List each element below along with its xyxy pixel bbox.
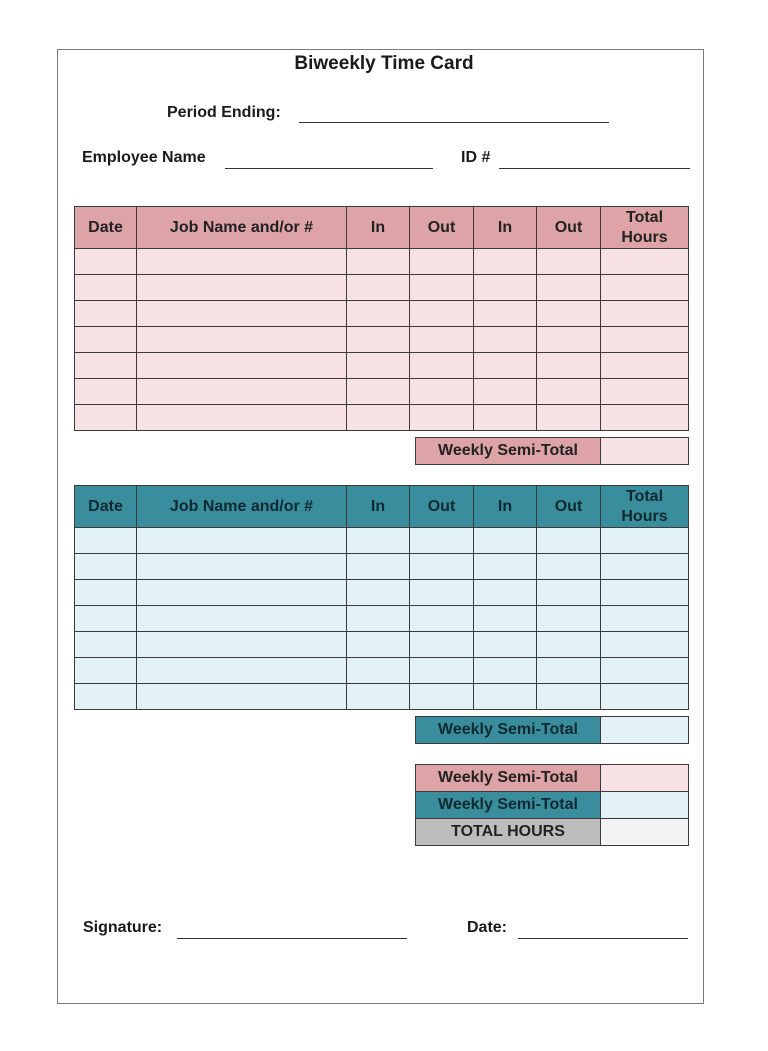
table-row — [75, 327, 689, 353]
table-cell[interactable] — [601, 249, 689, 275]
table-cell[interactable] — [75, 554, 137, 580]
period-ending-field[interactable] — [299, 122, 609, 123]
table-row — [75, 632, 689, 658]
week1-header-6: Total Hours — [601, 207, 689, 249]
table-cell[interactable] — [137, 249, 347, 275]
table-cell[interactable] — [75, 353, 137, 379]
table-cell[interactable] — [537, 301, 601, 327]
table-cell[interactable] — [75, 379, 137, 405]
table-cell[interactable] — [410, 580, 474, 606]
week1-header-1: Job Name and/or # — [137, 207, 347, 249]
table-cell[interactable] — [601, 554, 689, 580]
table-cell[interactable] — [601, 301, 689, 327]
week2-header-1: Job Name and/or # — [137, 486, 347, 528]
week2-semi-total-label: Weekly Semi-Total — [416, 717, 601, 744]
table-row — [75, 528, 689, 554]
table-cell[interactable] — [410, 379, 474, 405]
table-row — [75, 301, 689, 327]
week1-header-row — [75, 207, 689, 249]
table-cell[interactable] — [537, 275, 601, 301]
table-cell[interactable] — [75, 301, 137, 327]
week1-header-4: In — [474, 207, 537, 249]
employee-name-field[interactable] — [225, 168, 433, 169]
table-row — [75, 275, 689, 301]
table-cell[interactable] — [137, 606, 347, 632]
table-cell[interactable] — [474, 327, 537, 353]
table-cell[interactable] — [75, 684, 137, 710]
table-cell[interactable] — [601, 632, 689, 658]
summary-week2-value[interactable] — [601, 792, 689, 819]
table-cell[interactable] — [474, 528, 537, 554]
date-field[interactable] — [518, 938, 688, 939]
table-cell[interactable] — [137, 353, 347, 379]
table-cell[interactable] — [410, 632, 474, 658]
table-cell[interactable] — [410, 684, 474, 710]
table-cell[interactable] — [474, 606, 537, 632]
table-cell[interactable] — [537, 528, 601, 554]
table-cell[interactable] — [474, 353, 537, 379]
table-row — [75, 379, 689, 405]
table-cell[interactable] — [137, 684, 347, 710]
week1-header-5: Out — [537, 207, 601, 249]
id-field[interactable] — [499, 168, 690, 169]
table-cell[interactable] — [474, 580, 537, 606]
table-cell[interactable] — [347, 684, 410, 710]
table-cell[interactable] — [474, 249, 537, 275]
table-cell[interactable] — [347, 632, 410, 658]
table-cell[interactable] — [347, 327, 410, 353]
summary-week1-label: Weekly Semi-Total — [416, 765, 601, 792]
table-cell[interactable] — [410, 249, 474, 275]
table-row — [75, 580, 689, 606]
table-cell[interactable] — [75, 580, 137, 606]
table-cell[interactable] — [537, 379, 601, 405]
table-cell[interactable] — [347, 249, 410, 275]
table-cell[interactable] — [137, 528, 347, 554]
week2-header-3: Out — [410, 486, 474, 528]
table-cell[interactable] — [601, 684, 689, 710]
table-cell[interactable] — [601, 327, 689, 353]
table-cell[interactable] — [474, 379, 537, 405]
table-cell[interactable] — [601, 405, 689, 431]
week2-semi-total-value[interactable] — [601, 717, 689, 744]
table-cell[interactable] — [75, 632, 137, 658]
table-cell[interactable] — [474, 632, 537, 658]
table-cell[interactable] — [537, 327, 601, 353]
table-cell[interactable] — [537, 606, 601, 632]
week1-semi-total-value[interactable] — [601, 438, 689, 465]
table-cell[interactable] — [137, 580, 347, 606]
table-cell[interactable] — [137, 658, 347, 684]
table-cell[interactable] — [410, 275, 474, 301]
week1-header-0: Date — [75, 207, 137, 249]
table-cell[interactable] — [347, 353, 410, 379]
table-cell[interactable] — [474, 275, 537, 301]
table-cell[interactable] — [601, 580, 689, 606]
employee-name-label: Employee Name — [82, 149, 206, 166]
table-cell[interactable] — [601, 379, 689, 405]
table-cell[interactable] — [410, 658, 474, 684]
week2-header-row — [75, 486, 689, 528]
week2-header-5: Out — [537, 486, 601, 528]
table-cell[interactable] — [537, 554, 601, 580]
table-cell[interactable] — [137, 275, 347, 301]
table-cell[interactable] — [537, 580, 601, 606]
week2-header-0: Date — [75, 486, 137, 528]
week1-semi-total — [415, 437, 689, 465]
table-cell[interactable] — [474, 684, 537, 710]
table-cell[interactable] — [474, 301, 537, 327]
table-cell[interactable] — [601, 606, 689, 632]
table-cell[interactable] — [137, 632, 347, 658]
table-cell[interactable] — [537, 405, 601, 431]
table-cell[interactable] — [347, 580, 410, 606]
table-row — [75, 606, 689, 632]
summary-week1-value[interactable] — [601, 765, 689, 792]
table-cell[interactable] — [410, 301, 474, 327]
table-cell[interactable] — [75, 249, 137, 275]
table-cell[interactable] — [75, 528, 137, 554]
table-cell[interactable] — [75, 275, 137, 301]
table-cell[interactable] — [537, 632, 601, 658]
period-ending-label: Period Ending: — [167, 104, 281, 121]
table-cell[interactable] — [474, 554, 537, 580]
week1-header-3: Out — [410, 207, 474, 249]
table-cell[interactable] — [137, 554, 347, 580]
table-cell[interactable] — [347, 658, 410, 684]
summary-week2-label: Weekly Semi-Total — [416, 792, 601, 819]
table-cell[interactable] — [75, 658, 137, 684]
table-cell[interactable] — [537, 353, 601, 379]
table-cell[interactable] — [137, 301, 347, 327]
table-cell[interactable] — [410, 405, 474, 431]
page-title: Biweekly Time Card — [294, 53, 474, 74]
table-cell[interactable] — [347, 606, 410, 632]
week2-header-4: In — [474, 486, 537, 528]
table-cell[interactable] — [137, 327, 347, 353]
table-cell[interactable] — [474, 405, 537, 431]
week1-header-2: In — [347, 207, 410, 249]
table-cell[interactable] — [347, 554, 410, 580]
id-label: ID # — [461, 149, 491, 166]
table-cell[interactable] — [347, 405, 410, 431]
signature-field[interactable] — [177, 938, 407, 939]
table-cell[interactable] — [410, 606, 474, 632]
week2-header-6: Total Hours — [601, 486, 689, 528]
table-cell[interactable] — [75, 606, 137, 632]
table-cell[interactable] — [601, 275, 689, 301]
table-cell[interactable] — [75, 405, 137, 431]
table-row — [75, 249, 689, 275]
table-cell[interactable] — [537, 658, 601, 684]
table-row — [75, 353, 689, 379]
week2-time-table — [74, 485, 689, 710]
table-cell[interactable] — [410, 353, 474, 379]
table-cell[interactable] — [75, 327, 137, 353]
table-cell[interactable] — [347, 528, 410, 554]
table-cell[interactable] — [347, 301, 410, 327]
table-row — [75, 554, 689, 580]
table-row — [75, 405, 689, 431]
table-cell[interactable] — [537, 249, 601, 275]
table-cell[interactable] — [601, 528, 689, 554]
table-cell[interactable] — [601, 353, 689, 379]
table-cell[interactable] — [410, 554, 474, 580]
week2-header-2: In — [347, 486, 410, 528]
week1-time-table — [74, 206, 689, 431]
table-cell[interactable] — [347, 379, 410, 405]
table-cell[interactable] — [474, 658, 537, 684]
week2-semi-total — [415, 716, 689, 744]
week1-semi-total-label: Weekly Semi-Total — [416, 438, 601, 465]
table-cell[interactable] — [137, 379, 347, 405]
table-row — [75, 658, 689, 684]
total-hours-label: TOTAL HOURS — [416, 819, 601, 846]
table-row — [75, 684, 689, 710]
total-hours-value[interactable] — [601, 819, 689, 846]
table-cell[interactable] — [137, 405, 347, 431]
table-cell[interactable] — [410, 528, 474, 554]
table-cell[interactable] — [347, 275, 410, 301]
date-label: Date: — [467, 919, 508, 936]
table-cell[interactable] — [410, 327, 474, 353]
signature-label: Signature: — [83, 919, 163, 936]
table-cell[interactable] — [537, 684, 601, 710]
table-cell[interactable] — [601, 658, 689, 684]
summary-table — [415, 764, 689, 846]
